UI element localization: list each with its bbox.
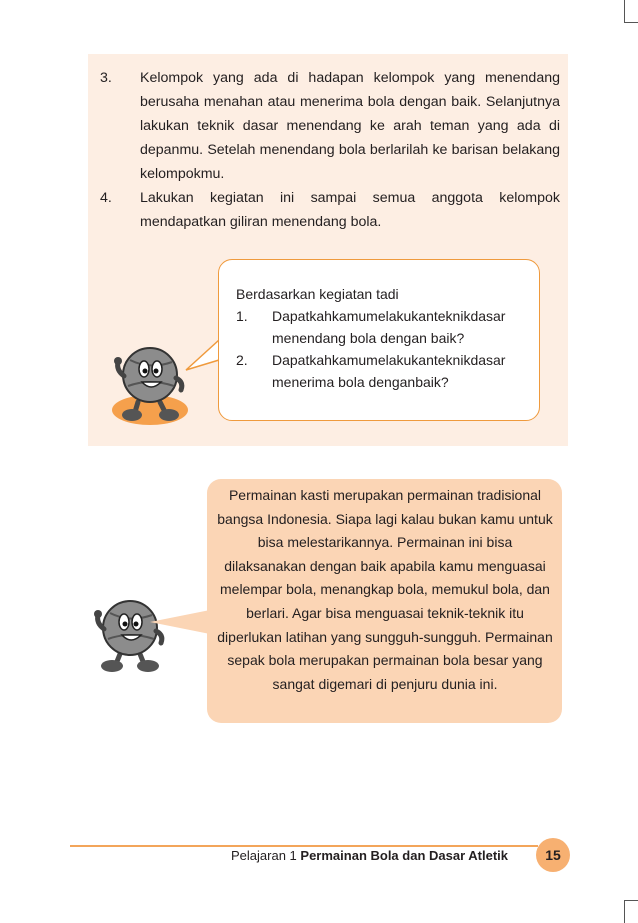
crop-mark-top [624,0,638,23]
step-number: 3. [100,70,112,86]
question-item [236,349,536,393]
question-number: 2. [236,352,248,368]
question-number: 1. [236,308,248,324]
step-item [100,66,560,186]
step-item [100,186,560,234]
question-heading: Berdasarkan kegiatan tadi [236,286,399,302]
question-list [236,305,536,393]
info-tail [150,600,212,640]
footer-caption [231,846,508,866]
footer-title: Permainan Bola dan Dasar Atletik [300,848,508,863]
crop-mark-bottom [624,900,638,923]
question-text: Dapatkahkamumelakukanteknikdasar menerima bola denganbaik? [272,352,506,390]
question-text: Dapatkahkamumelakukanteknikdasar menendang bola dengan baik? [272,308,506,346]
activity-steps [100,66,560,234]
footer-lesson: Pelajaran 1 [231,848,297,863]
info-text: Permainan kasti merupakan permainan tradisional bangsa Indonesia. Siapa lagi kalau bukan kamu untuk bisa melestarikannya. Permainan ini bisa dilaksanakan dengan baik apabila kamu menguasai melempar bola, menangkap bola, memukul bola, dan berlari. Agar bisa menguasai teknik-teknik itu diperlukan latihan yang sungguh-sungguh. Permainan sepak bola merupakan permainan bola besar yang sangat digemari di penjuru dunia ini. [217,487,553,692]
step-text: Kelompok yang ada di hadapan kelompok yang menendang berusaha menahan atau menerima bola dengan baik. Selanjutnya lakukan teknik dasar menendang ke arah teman yang ada di depanmu. Setelah menendang bola berlarilah ke barisan belakang kelompokmu. [140,70,560,182]
page-number: 15 [536,838,570,872]
speech-tail [176,330,222,370]
step-number: 4. [100,190,112,206]
step-text: Lakukan kegiatan ini sampai semua anggota kelompok mendapatkan giliran menendang bola. [140,190,560,230]
question-item [236,305,536,349]
